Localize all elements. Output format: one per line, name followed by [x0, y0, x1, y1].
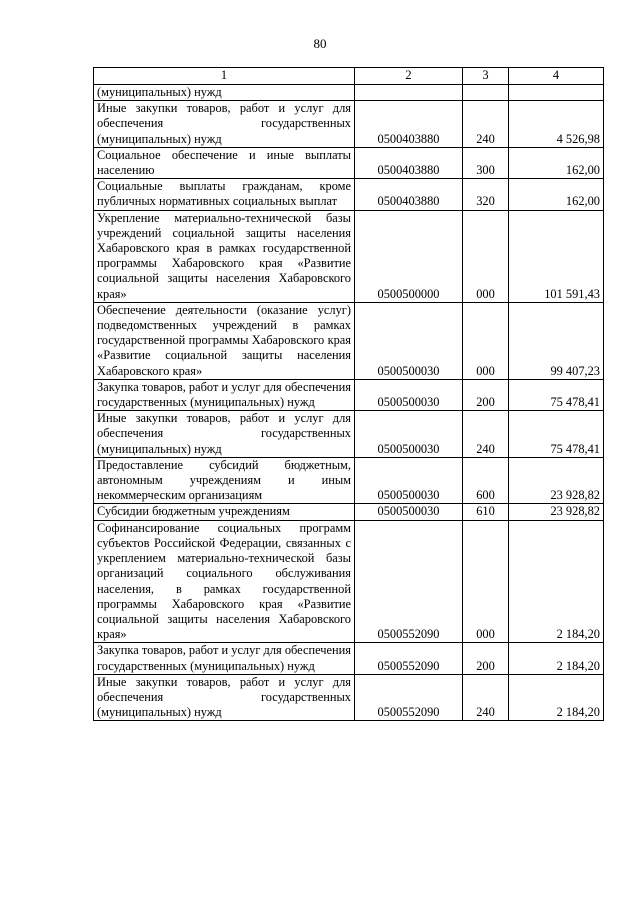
header-col-4: 4 [509, 68, 604, 85]
row-name: Субсидии бюджетным учреждениям [94, 504, 355, 520]
table-row [94, 504, 604, 520]
row-code: 0500500030 [355, 457, 463, 504]
row-name: Предоставление субсидий бюджетным, автономным учреждениям и иным некоммерческим организациям [94, 457, 355, 504]
row-amount: 101 591,43 [509, 210, 604, 302]
row-code: 0500403880 [355, 101, 463, 148]
table-body [94, 85, 604, 721]
table-row [94, 520, 604, 643]
header-col-3: 3 [463, 68, 509, 85]
row-amount: 2 184,20 [509, 520, 604, 643]
row-amount: 23 928,82 [509, 504, 604, 520]
row-amount: 75 478,41 [509, 411, 604, 458]
table-row [94, 457, 604, 504]
row-type: 300 [463, 147, 509, 178]
row-code: 0500500030 [355, 504, 463, 520]
row-name: Закупка товаров, работ и услуг для обеспечения государственных (муниципальных) нужд [94, 643, 355, 674]
page-number: 80 [313, 36, 327, 51]
row-type: 000 [463, 210, 509, 302]
row-type: 600 [463, 457, 509, 504]
table-row [94, 147, 604, 178]
row-amount: 99 407,23 [509, 302, 604, 379]
row-amount: 23 928,82 [509, 457, 604, 504]
row-type: 240 [463, 101, 509, 148]
row-name: Иные закупки товаров, работ и услуг для обеспечения государственных (муниципальных) нужд [94, 101, 355, 148]
row-amount: 75 478,41 [509, 379, 604, 410]
table-row [94, 674, 604, 721]
row-amount: 2 184,20 [509, 674, 604, 721]
row-amount: 162,00 [509, 147, 604, 178]
row-name: Иные закупки товаров, работ и услуг для обеспечения государственных (муниципальных) нужд [94, 674, 355, 721]
header-col-1: 1 [94, 68, 355, 85]
row-code: 0500500000 [355, 210, 463, 302]
table-row [94, 643, 604, 674]
row-type: 610 [463, 504, 509, 520]
row-name: Социальные выплаты гражданам, кроме публичных нормативных социальных выплат [94, 179, 355, 210]
row-amount: 4 526,98 [509, 101, 604, 148]
row-amount: 2 184,20 [509, 643, 604, 674]
row-code: 0500403880 [355, 147, 463, 178]
row-type: 240 [463, 411, 509, 458]
row-type: 000 [463, 520, 509, 643]
row-code: 0500552090 [355, 674, 463, 721]
budget-table [93, 67, 604, 721]
row-code: 0500500030 [355, 302, 463, 379]
row-amount: 162,00 [509, 179, 604, 210]
row-name: Закупка товаров, работ и услуг для обеспечения государственных (муниципальных) нужд [94, 379, 355, 410]
row-name: (муниципальных) нужд [94, 85, 355, 101]
table-row [94, 101, 604, 148]
row-name: Иные закупки товаров, работ и услуг для обеспечения государственных (муниципальных) нужд [94, 411, 355, 458]
row-type [463, 85, 509, 101]
row-type: 200 [463, 379, 509, 410]
header-row [94, 68, 604, 85]
row-type: 320 [463, 179, 509, 210]
table-row [94, 302, 604, 379]
row-amount [509, 85, 604, 101]
row-code: 0500500030 [355, 379, 463, 410]
table-row [94, 411, 604, 458]
table-row [94, 379, 604, 410]
row-code: 0500403880 [355, 179, 463, 210]
row-name: Укрепление материально-технической базы учреждений социальной защиты населения Хабаровского края в рамках государственной программы Хабаровского края «Развитие социальной защиты населения Хабаровского края» [94, 210, 355, 302]
row-name: Софинансирование социальных программ субъектов Российской Федерации, связанных с укреплением материально-технической базы организаций социального обслуживания населения, в рамках государственной программы Хабаровского края «Развитие социальной защиты населения Хабаровского края» [94, 520, 355, 643]
row-code: 0500552090 [355, 520, 463, 643]
row-code: 0500552090 [355, 643, 463, 674]
table-row [94, 179, 604, 210]
table-row [94, 210, 604, 302]
table-row [94, 85, 604, 101]
row-name: Социальное обеспечение и иные выплаты населению [94, 147, 355, 178]
row-name: Обеспечение деятельности (оказание услуг) подведомственных учреждений в рамках государственной программы Хабаровского края «Развитие социальной защиты населения Хабаровского края» [94, 302, 355, 379]
header-col-2: 2 [355, 68, 463, 85]
row-code: 0500500030 [355, 411, 463, 458]
row-type: 200 [463, 643, 509, 674]
row-type: 240 [463, 674, 509, 721]
row-type: 000 [463, 302, 509, 379]
row-code [355, 85, 463, 101]
table-header [94, 68, 604, 85]
